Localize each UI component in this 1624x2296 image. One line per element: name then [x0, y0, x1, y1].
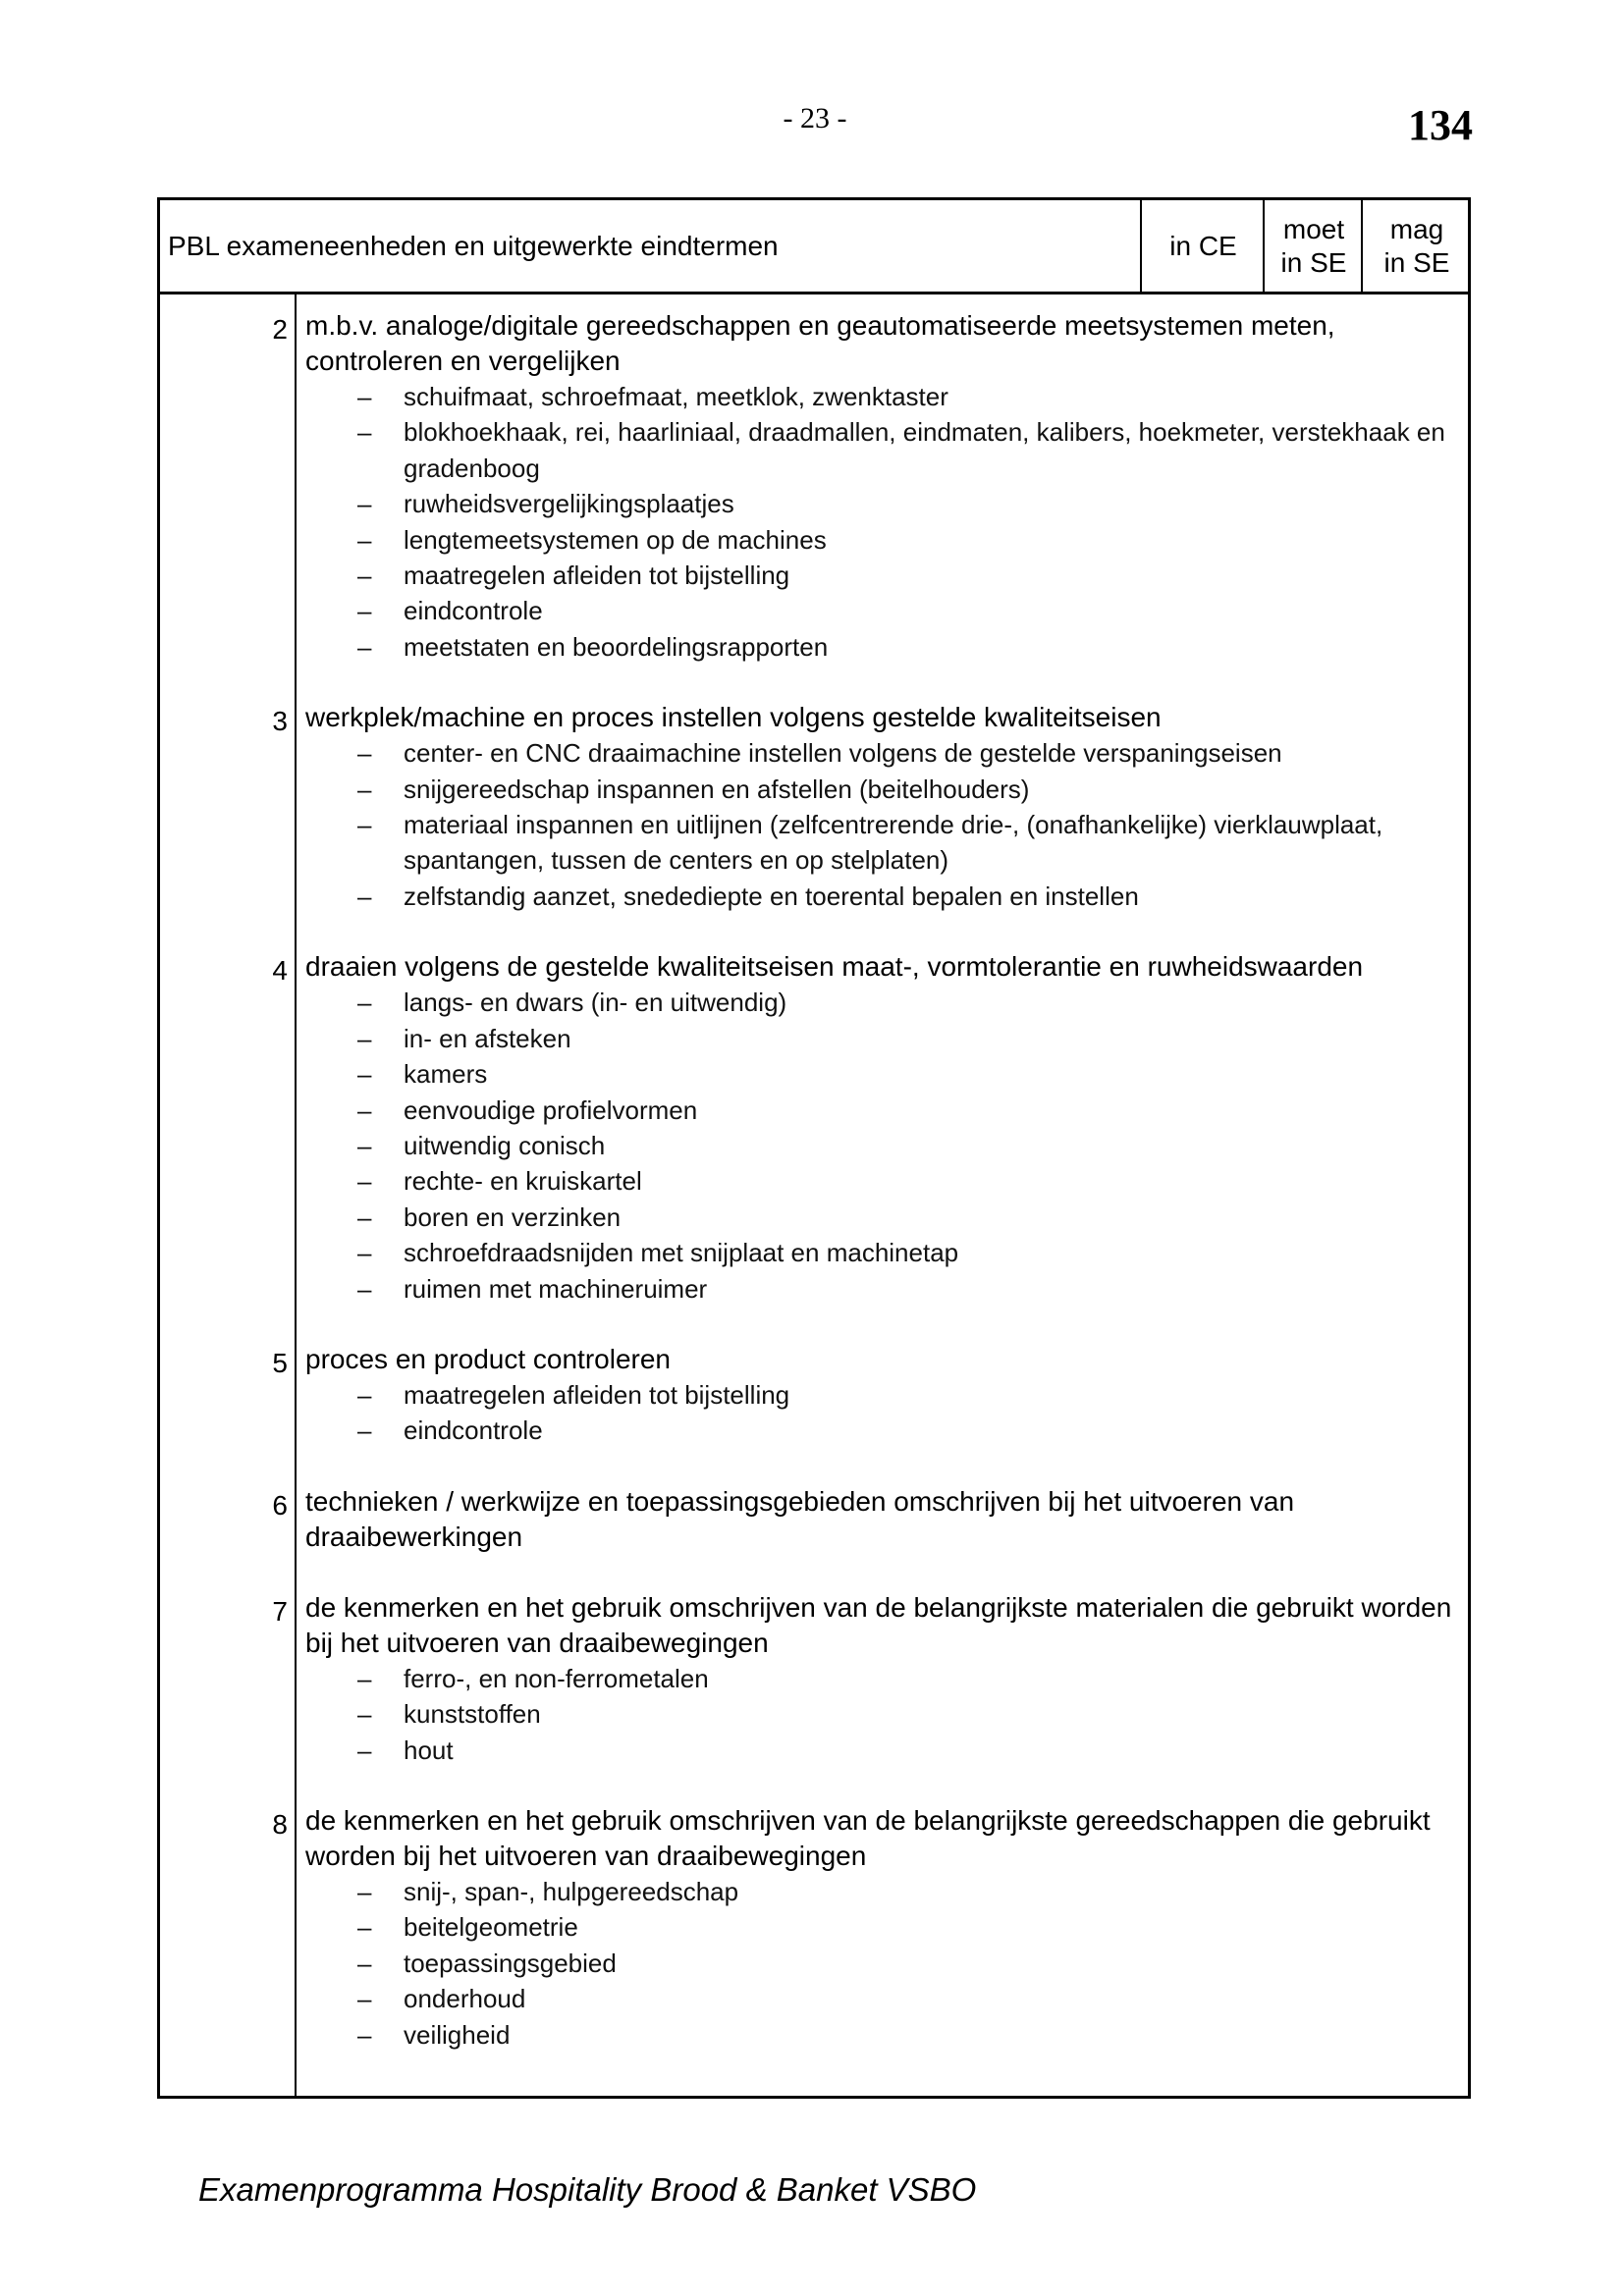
section-title: m.b.v. analoge/digitale gereedschappen en geautomatiseerde meetsystemen meten, controleren en vergelijken	[305, 310, 1335, 376]
list-item-text: beitelgeometrie	[404, 1912, 578, 1943]
dash-bullet-icon: –	[357, 1948, 372, 1978]
list-item	[357, 1733, 1454, 1768]
list-item-text: schuifmaat, schroefmaat, meetklok, zwenktaster	[404, 382, 948, 411]
dash-bullet-icon: –	[357, 1984, 372, 2014]
list-item	[357, 1413, 1454, 1448]
list-item-text: materiaal inspannen en uitlijnen (zelfcentrerende drie-, (onafhankelijke) vierklauwplaat, spantangen, tussen de centers en op stelplaten)	[404, 810, 1383, 876]
list-item-text: boren en verzinken	[404, 1201, 622, 1232]
list-item	[357, 414, 1454, 486]
list-item-text: meetstaten en beoordelingsrapporten	[404, 631, 829, 662]
section-number: 3	[272, 706, 288, 737]
list-item	[357, 2017, 1454, 2053]
header-in-ce: in CE	[1140, 200, 1265, 292]
table-header	[160, 200, 1468, 294]
dash-bullet-icon: –	[357, 1023, 372, 1053]
section-title: draaien volgens de gestelde kwaliteitseisen maat-, vormtolerantie en ruwheidswaarden	[305, 951, 1364, 983]
dash-bullet-icon: –	[357, 738, 372, 769]
table-row	[160, 949, 1468, 1307]
dash-bullet-icon: –	[357, 1663, 372, 1693]
table-row	[160, 1590, 1468, 1768]
list-item	[357, 1163, 1454, 1199]
dash-bullet-icon: –	[357, 1379, 372, 1410]
section-number: 2	[272, 314, 288, 345]
list-item	[357, 1661, 1454, 1696]
section-title: werkplek/machine en proces instellen volgens gestelde kwaliteitseisen	[305, 702, 1162, 733]
dash-bullet-icon: –	[357, 1415, 372, 1446]
list-item	[357, 1946, 1454, 1981]
dash-bullet-icon: –	[357, 1699, 372, 1730]
document-number: 134	[1408, 101, 1473, 149]
dash-bullet-icon: –	[357, 596, 372, 626]
dash-bullet-icon: –	[357, 524, 372, 555]
list-item	[357, 1271, 1454, 1307]
dash-bullet-icon: –	[357, 988, 372, 1018]
list-item-text: onderhoud	[404, 1984, 526, 2014]
section-number: 7	[272, 1595, 288, 1627]
section-spacer	[160, 914, 1468, 949]
header-mag-line1: mag	[1389, 213, 1444, 244]
section-spacer	[160, 1555, 1468, 1590]
table-row	[160, 700, 1468, 914]
list-item-text: ruimen met machineruimer	[404, 1273, 708, 1304]
list-item	[357, 629, 1454, 665]
list-item-text: ferro-, en non-ferrometalen	[404, 1663, 709, 1693]
section-number: 6	[272, 1489, 288, 1521]
list-item	[357, 1128, 1454, 1163]
list-item	[357, 1874, 1454, 1909]
header-moet-line2: in SE	[1280, 246, 1347, 278]
list-item-text: ruwheidsvergelijkingsplaatjes	[404, 489, 734, 519]
dash-bullet-icon: –	[357, 1166, 372, 1197]
list-item-text: snijgereedschap inspannen en afstellen (beitelhouders)	[404, 774, 1030, 804]
section-spacer	[160, 1307, 1468, 1342]
list-item-text: maatregelen afleiden tot bijstelling	[404, 561, 790, 591]
list-item	[357, 1021, 1454, 1056]
list-item	[357, 735, 1454, 771]
header-moet-line1: moet	[1282, 213, 1345, 244]
list-item-text: blokhoekhaak, rei, haarliniaal, draadmallen, eindmaten, kalibers, hoekmeter, verstekhaak en gradenboog	[404, 417, 1445, 483]
list-item	[357, 1696, 1454, 1732]
list-item-text: eindcontrole	[404, 1415, 543, 1446]
dash-bullet-icon: –	[357, 1059, 372, 1090]
list-item	[357, 879, 1454, 914]
dash-bullet-icon: –	[357, 810, 372, 840]
list-item	[357, 379, 1454, 414]
list-item	[357, 1093, 1454, 1128]
section-title: de kenmerken en het gebruik omschrijven van de belangrijkste gereedschappen die gebruikt worden bij het uitvoeren van draaibewegingen	[305, 1804, 1431, 1871]
list-item-text: schroefdraadsnijden met snijplaat en machinetap	[404, 1238, 959, 1268]
table-body	[160, 308, 1468, 2053]
table-row	[160, 308, 1468, 665]
exam-units-table	[157, 197, 1471, 2099]
list-item-text: rechte- en kruiskartel	[404, 1166, 642, 1197]
list-item-text: uitwendig conisch	[404, 1130, 606, 1160]
list-item-text: toepassingsgebied	[404, 1948, 617, 1978]
list-item-text: kamers	[404, 1059, 488, 1090]
dash-bullet-icon: –	[357, 1095, 372, 1125]
list-item	[357, 593, 1454, 628]
dash-bullet-icon: –	[357, 561, 372, 591]
dash-bullet-icon: –	[357, 1735, 372, 1765]
list-item	[357, 985, 1454, 1020]
dash-bullet-icon: –	[357, 774, 372, 804]
list-item	[357, 1981, 1454, 2016]
list-item-text: kunststoffen	[404, 1699, 541, 1730]
section-title: proces en product controleren	[305, 1343, 671, 1374]
footer-text: Examenprogramma Hospitality Brood & Banket VSBO	[198, 2171, 977, 2208]
dash-bullet-icon: –	[357, 1201, 372, 1232]
header-moet-in-se	[1263, 200, 1363, 292]
dash-bullet-icon: –	[357, 1912, 372, 1943]
list-item	[357, 558, 1454, 593]
section-spacer	[160, 665, 1468, 700]
list-item-text: center- en CNC draaimachine instellen volgens de gestelde verspaningseisen	[404, 738, 1282, 769]
section-spacer	[160, 1768, 1468, 1803]
dash-bullet-icon: –	[357, 2019, 372, 2050]
list-item-text: lengtemeetsystemen op de machines	[404, 524, 827, 555]
list-item	[357, 1377, 1454, 1413]
dash-bullet-icon: –	[357, 631, 372, 662]
list-item-text: eenvoudige profielvormen	[404, 1095, 698, 1125]
list-item	[357, 1909, 1454, 1945]
dash-bullet-icon: –	[357, 382, 372, 411]
table-row	[160, 1342, 1468, 1449]
dash-bullet-icon: –	[357, 1130, 372, 1160]
dash-bullet-icon: –	[357, 417, 372, 448]
list-item	[357, 1200, 1454, 1235]
list-item-text: in- en afsteken	[404, 1023, 571, 1053]
header-mag-in-se	[1361, 200, 1471, 292]
section-number: 4	[272, 955, 288, 987]
dash-bullet-icon: –	[357, 1273, 372, 1304]
header-main: PBL exameneenheden en uitgewerkte eindtermen	[168, 230, 779, 261]
list-item	[357, 486, 1454, 521]
table-row	[160, 1484, 1468, 1555]
section-spacer	[160, 1449, 1468, 1484]
dash-bullet-icon: –	[357, 1238, 372, 1268]
dash-bullet-icon: –	[357, 881, 372, 911]
list-item	[357, 807, 1454, 879]
table-row	[160, 1803, 1468, 2053]
section-number: 5	[272, 1347, 288, 1378]
list-item	[357, 1056, 1454, 1092]
section-number: 8	[272, 1808, 288, 1840]
list-item-text: maatregelen afleiden tot bijstelling	[404, 1379, 790, 1410]
list-item-text: zelfstandig aanzet, snedediepte en toerental bepalen en instellen	[404, 881, 1139, 911]
list-item	[357, 772, 1454, 807]
dash-bullet-icon: –	[357, 1876, 372, 1906]
list-item	[357, 1235, 1454, 1270]
dash-bullet-icon: –	[357, 489, 372, 519]
list-item-text: eindcontrole	[404, 596, 543, 626]
page-number: - 23 -	[783, 102, 847, 134]
list-item-text: veiligheid	[404, 2019, 511, 2050]
list-item-text: snij-, span-, hulpgereedschap	[404, 1876, 739, 1906]
section-title: de kenmerken en het gebruik omschrijven van de belangrijkste materialen die gebruikt worden bij het uitvoeren van draaibewegingen	[305, 1591, 1452, 1658]
header-mag-line2: in SE	[1383, 246, 1450, 278]
list-item-text: hout	[404, 1735, 454, 1765]
list-item-text: langs- en dwars (in- en uitwendig)	[404, 988, 787, 1018]
section-title: technieken / werkwijze en toepassingsgebieden omschrijven bij het uitvoeren van draaibewerkingen	[305, 1485, 1295, 1552]
list-item	[357, 522, 1454, 558]
